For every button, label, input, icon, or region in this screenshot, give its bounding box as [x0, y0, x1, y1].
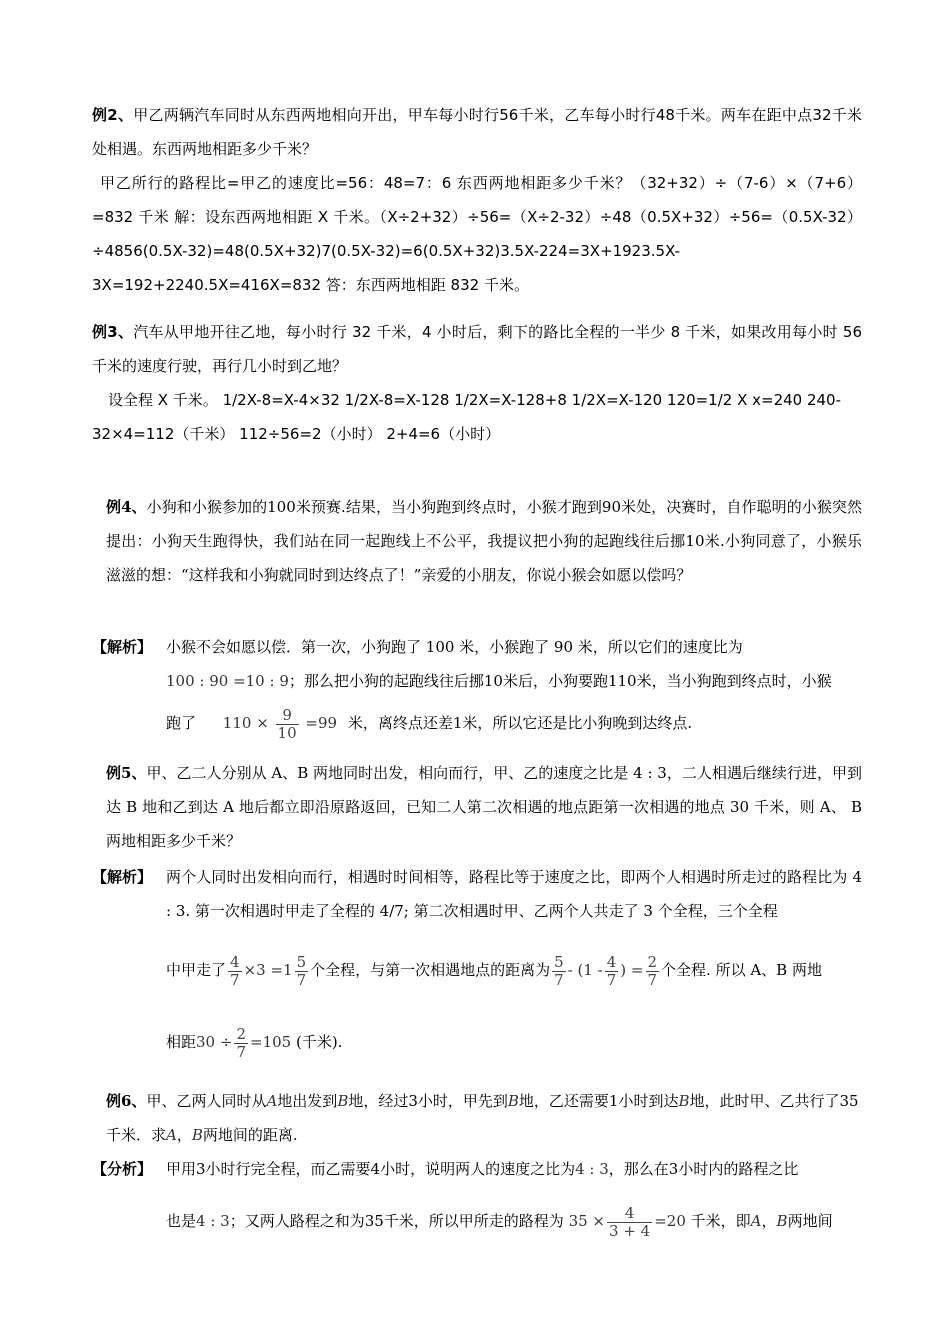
fraction-denominator: 7 — [236, 1042, 246, 1061]
solution-text: 米，离终点还差1米，所以它还是比小狗晚到达终点. — [347, 714, 693, 732]
fraction-numerator: 2 — [236, 1024, 246, 1043]
fraction-denominator: 10 — [277, 723, 297, 742]
example-2-label: 例2、 — [92, 106, 134, 124]
solution-line-1: 小猴不会如愿以偿．第一次，小狗跑了 100 米，小猴跑了 90 米，所以它们的速度比为 — [166, 638, 743, 656]
example-2-answer: 甲乙所行的路程比=甲乙的速度比=56：48=7：6 东西两地相距多少千米？（32+32）÷（7-6）×（7+6）=832 千米 解：设东西两地相距 X 千米。（X÷2+32）÷56=（X÷2-32）÷48（0.5X+32）÷56=（0.5X-32）÷4856(0.5X-32)=48(0.5X+32)7(0.5X-32)=6(0.5X+32)3.5X-224=3X+1923.5X-3X=192+2240.5X=416X=832 答：东西两地相距 832 千米。 — [92, 174, 862, 294]
analysis-tag: 【解析】 — [92, 868, 153, 886]
solution-text: 相距 — [166, 1033, 197, 1051]
example-2 — [92, 98, 862, 166]
example-4-label: 例4、 — [106, 498, 147, 516]
solution-text: (千米). — [295, 1033, 343, 1051]
math-text: - (1 - — [567, 961, 603, 979]
example-3-label: 例3、 — [92, 323, 134, 341]
example-5-label: 例5、 — [106, 764, 147, 782]
solution-line-2 — [166, 946, 862, 994]
fraction-numerator: 5 — [296, 952, 307, 971]
speed-ratio: 4 : 3 — [575, 1160, 609, 1178]
question-text: 地，经过3小时，甲先到 — [348, 1092, 508, 1110]
example-2-question: 甲乙两辆汽车同时从东西两地相向开出，甲车每小时行56千米，乙车每小时行48千米。两车在距中点32千米处相遇。东西两地相距多少千米？ — [92, 106, 863, 158]
example-5-question: 甲、乙二人分别从 A、B 两地同时出发，相向而行，甲、乙的速度之比是 4 : 3，二人相遇后继续行进，甲到达 B 地和乙到达 A 地后都立即沿原路返回，已知二人第二次相遇的地点距第一次相遇的地点 30 千米，则 A、 B 两地相距多少千米？ — [106, 764, 863, 850]
solution-text: ，那么在3小时内的路程之比 — [608, 1160, 799, 1178]
solution-text: 两地间 — [787, 1212, 833, 1230]
fraction — [607, 1205, 652, 1240]
point-b: B — [507, 1092, 519, 1110]
fraction-numerator: 2 — [647, 952, 658, 971]
fraction — [295, 954, 309, 989]
fraction — [228, 954, 242, 989]
solution-text: 个全程，与第一次相遇地点的距离为 — [310, 961, 551, 979]
example-4-question: 小狗和小猴参加的100米预赛.结果，当小狗跑到终点时，小猴才跑到90米处，决赛时，自作聪明的小猴突然提出：小狗天生跑得快，我们站在同一起跑线上不公平，我提议把小狗的起跑线往后挪10米.小狗同意了，小猴乐滋滋的想：“这样我和小狗就同时到达终点了！”亲爱的小朋友，你说小猴会如愿以偿吗？ — [106, 498, 862, 584]
math-text: ) = — [620, 961, 644, 979]
fraction-numerator: 4 — [230, 952, 240, 971]
fraction — [646, 954, 660, 989]
solution-text: ；又两人路程之和为35千米，所以甲所走的路程为 — [229, 1212, 564, 1230]
solution-line-2 — [166, 664, 862, 698]
fraction-denominator: 7 — [647, 970, 658, 989]
analysis-tag: 【分析】 — [92, 1160, 153, 1178]
solution-text: 甲用3小时行完全程，而乙需要4小时，说明两人的速度之比为 — [166, 1160, 576, 1178]
fraction-denominator: 7 — [554, 970, 564, 989]
point-a: A — [266, 1092, 278, 1110]
question-text: 地出发到 — [277, 1092, 338, 1110]
fraction — [605, 954, 619, 989]
solution-text: 中甲走了 — [166, 961, 227, 979]
fraction — [234, 1026, 248, 1061]
speed-ratio: 100 : 90 =10 : 9 — [166, 672, 289, 690]
solution-text: ；那么把小狗的起跑线往后挪10米后，小狗要跑110米，当小狗跑到终点时，小猴 — [288, 672, 832, 690]
fraction-numerator: 4 — [606, 952, 617, 971]
example-5 — [106, 756, 862, 858]
calc-left: 110 × — [222, 714, 269, 732]
fraction-denominator: 7 — [606, 970, 617, 989]
solution-text: 跑了 — [166, 714, 197, 732]
fraction-numerator: 9 — [276, 707, 299, 725]
solution-text: 也是 — [166, 1212, 197, 1230]
calc-result: =20 — [654, 1212, 686, 1230]
example-6-solution — [92, 1152, 862, 1246]
analysis-tag: 【解析】 — [92, 638, 153, 656]
example-3 — [92, 315, 862, 383]
point-b: B — [337, 1092, 349, 1110]
example-4 — [106, 490, 862, 592]
solution-text: 个全程. 所以 A、B 两地 — [661, 961, 822, 979]
example-4-solution — [92, 630, 862, 748]
fraction-numerator: 5 — [554, 952, 564, 971]
point-b: B — [191, 1126, 203, 1144]
point-a: A — [750, 1212, 762, 1230]
fraction — [552, 954, 566, 989]
solution-line-1: 两个人同时出发相向而行，相遇时时间相等，路程比等于速度之比，即两个人相遇时所走过的路程比为 4 : 3. 第一次相遇时甲走了全程的 4/7; 第二次相遇时甲、乙两个人共走了 3 个全程，三个全程 — [166, 868, 862, 920]
solution-line-1 — [166, 1152, 862, 1186]
solution-line-3 — [166, 698, 862, 748]
fraction-denominator: 7 — [296, 970, 307, 989]
example-3-question: 汽车从甲地开往乙地，每小时行 32 千米，4 小时后，剩下的路比全程的一半少 8 千米，如果改用每小时 56 千米的速度行驶，再行几小时到乙地？ — [92, 323, 863, 375]
fraction — [276, 707, 299, 742]
point-a: A — [166, 1126, 177, 1144]
question-text: 地，乙还需要1小时到达 — [518, 1092, 679, 1110]
example-6-label: 例6、 — [106, 1092, 147, 1110]
point-b: B — [776, 1212, 788, 1230]
calc-left: 35 × — [568, 1212, 606, 1230]
point-b: B — [678, 1092, 690, 1110]
question-text: 地，此时甲、乙共行了35千米．求 — [106, 1092, 859, 1144]
fraction-denominator: 3 + 4 — [609, 1221, 651, 1240]
math-text: ×3 =1 — [243, 961, 293, 979]
question-text: 甲、乙两人同时从 — [146, 1092, 267, 1110]
calc-result: =99 — [305, 714, 338, 732]
solution-text: ， — [761, 1212, 777, 1230]
speed-ratio: 4 : 3 — [196, 1212, 230, 1230]
question-text: 两地间的距离. — [202, 1126, 298, 1144]
fraction-denominator: 7 — [230, 970, 240, 989]
fraction-numerator: 4 — [607, 1205, 652, 1223]
math-text: 30 ÷ — [196, 1033, 233, 1051]
example-3-answer: 设全程 X 千米。 1/2X-8=X-4×32 1/2X-8=X-128 1/2X=X-128+8 1/2X=X-120 120=1/2 X x=240 240-32×4=112（千米） 112÷56=2（小时） 2+4=6（小时） — [92, 391, 842, 443]
example-5-solution — [92, 860, 862, 1066]
solution-line-2 — [166, 1196, 862, 1246]
example-6 — [106, 1084, 862, 1152]
solution-text: 千米，即 — [690, 1212, 751, 1230]
question-text: ， — [176, 1126, 192, 1144]
math-text: =105 — [250, 1033, 292, 1051]
solution-line-3 — [166, 1018, 862, 1066]
